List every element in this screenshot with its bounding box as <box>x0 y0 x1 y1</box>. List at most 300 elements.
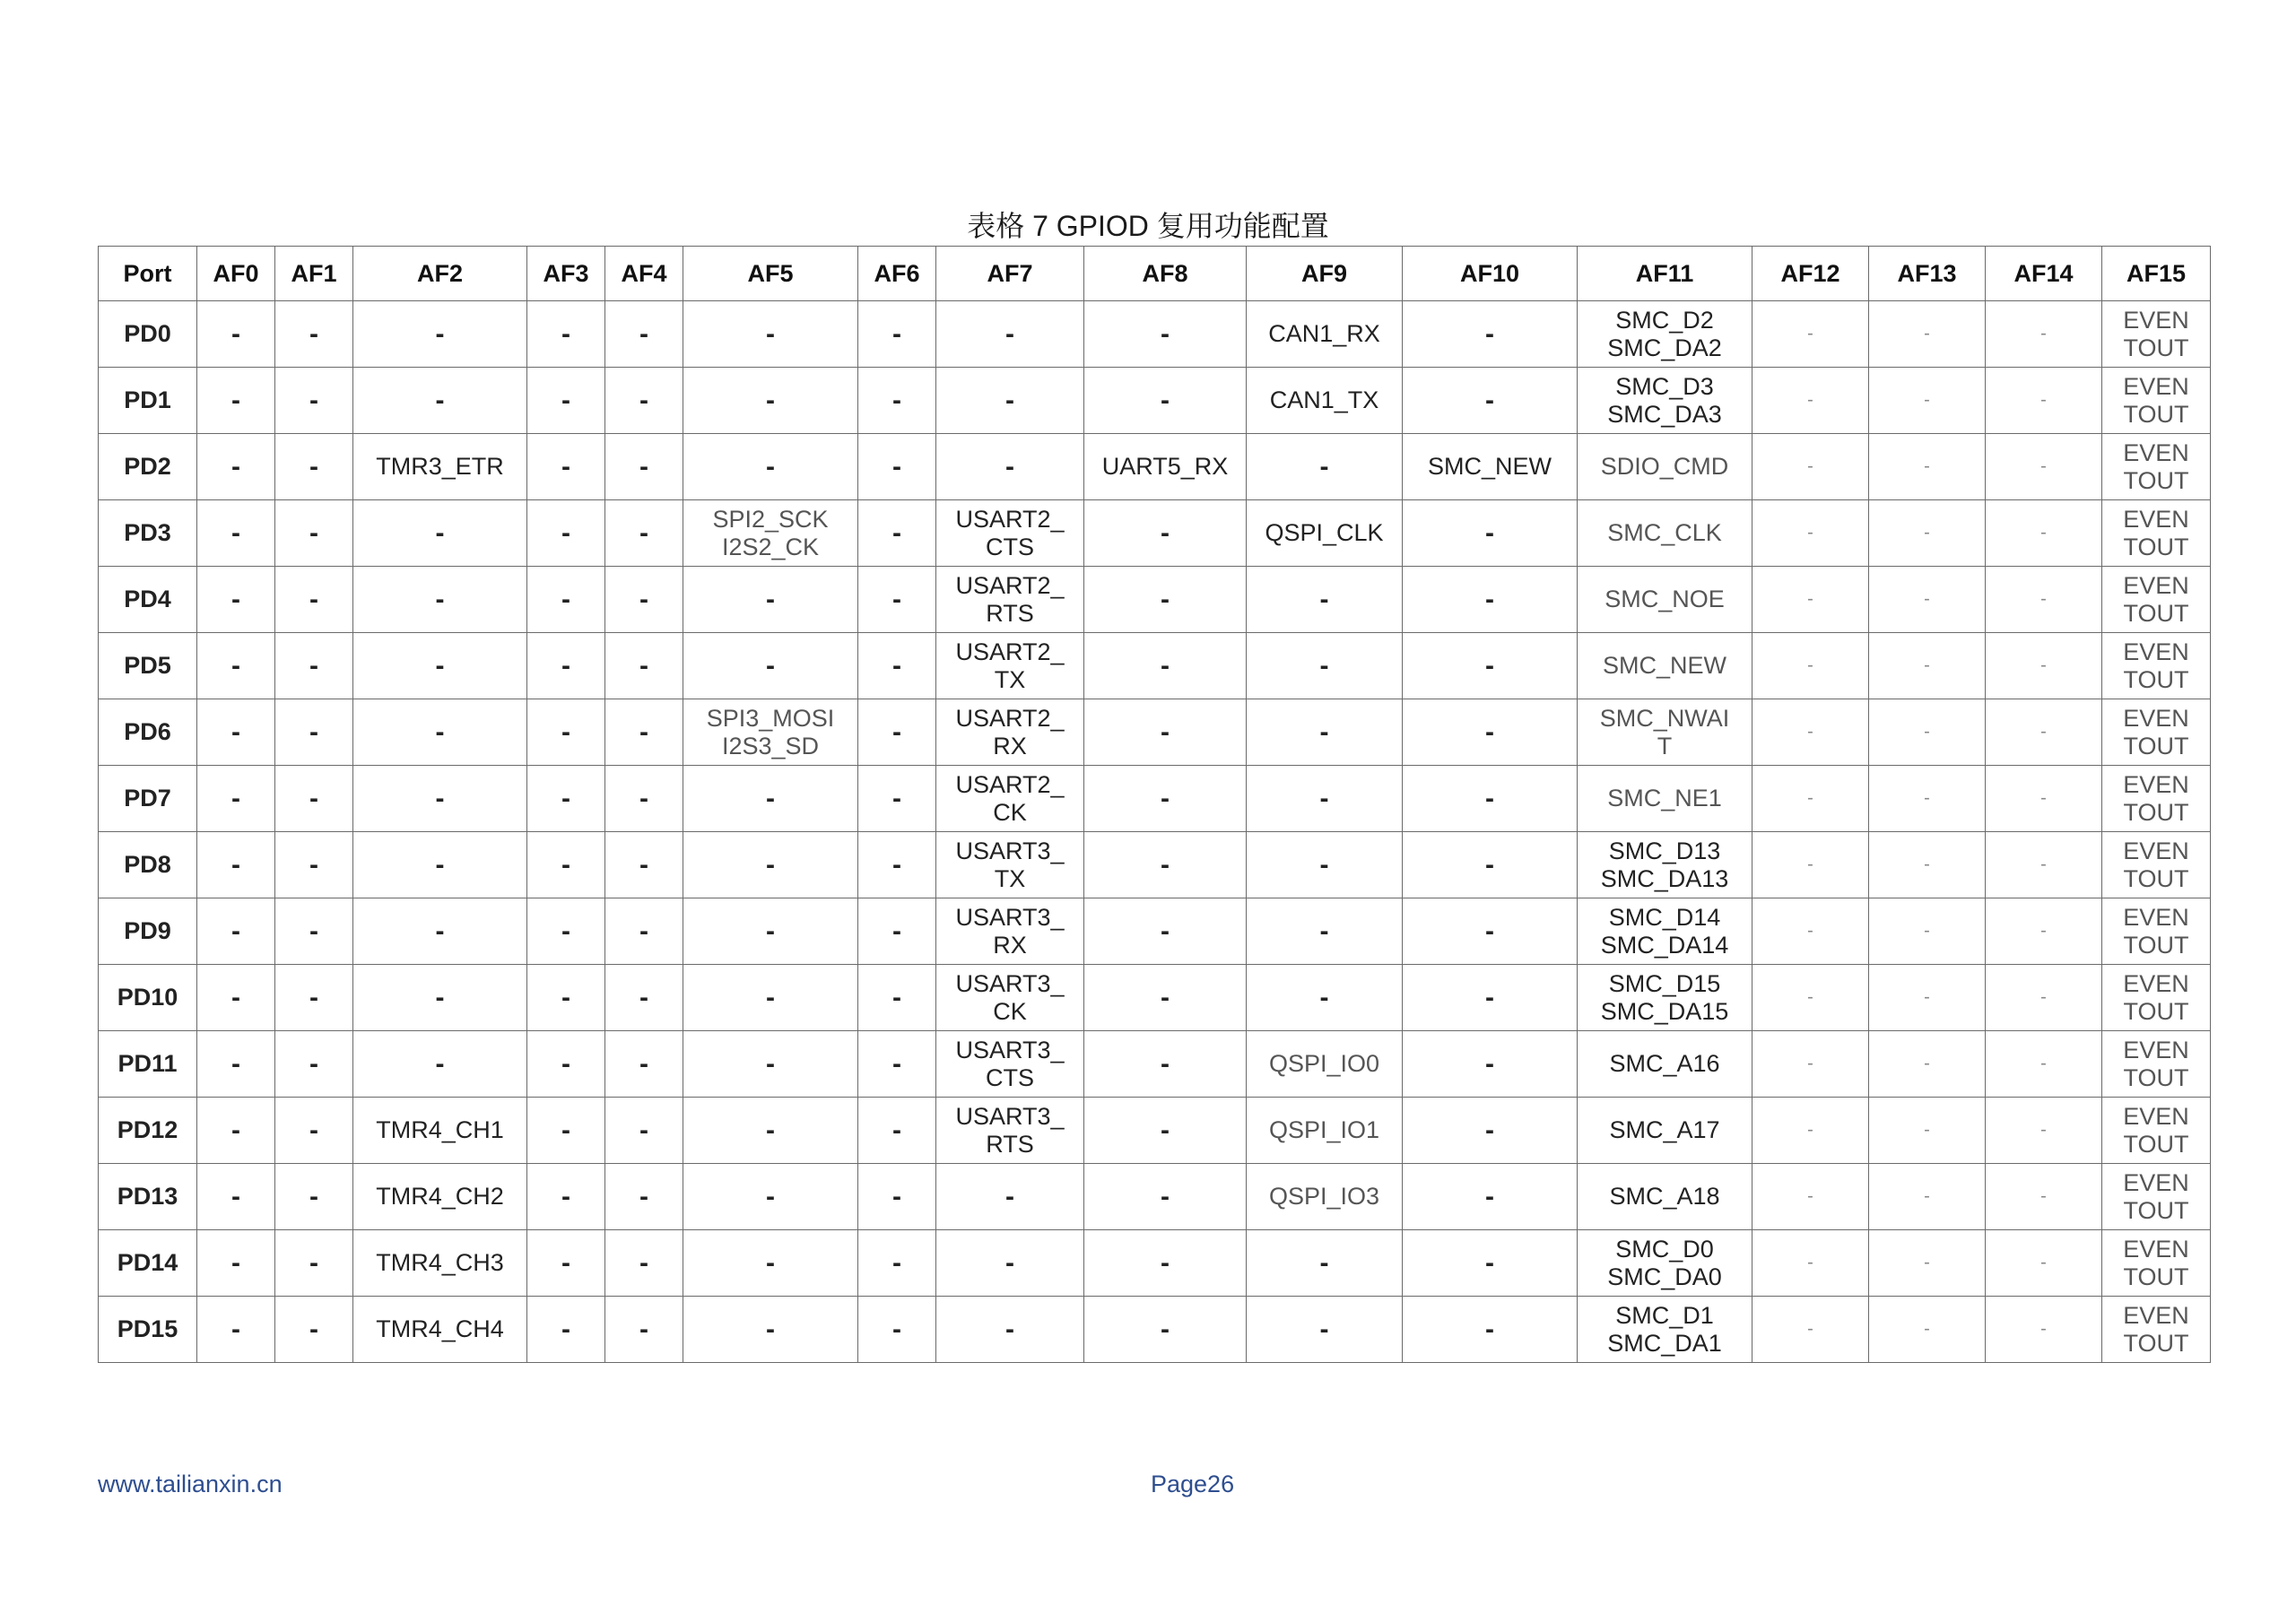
af-cell: - <box>683 633 858 699</box>
af-cell: SDIO_CMD <box>1578 434 1752 500</box>
af-cell: - <box>1869 699 1986 766</box>
af-cell: EVEN TOUT <box>2102 898 2211 965</box>
port-cell: PD3 <box>99 500 197 567</box>
af-cell: - <box>1403 500 1578 567</box>
af-cell: CAN1_TX <box>1247 368 1403 434</box>
af-cell: - <box>1403 1297 1578 1363</box>
af-cell: - <box>1084 500 1247 567</box>
af-cell: USART3_ TX <box>936 832 1084 898</box>
column-header-af10: AF10 <box>1403 247 1578 301</box>
af-cell: - <box>683 766 858 832</box>
af-cell: - <box>353 633 527 699</box>
af-cell: - <box>275 1031 353 1098</box>
af-cell: - <box>1986 1164 2102 1230</box>
af-cell: - <box>527 1297 605 1363</box>
af-cell: - <box>1752 301 1869 368</box>
af-cell: EVEN TOUT <box>2102 434 2211 500</box>
af-cell: - <box>1752 1164 1869 1230</box>
af-cell: - <box>1403 898 1578 965</box>
af-cell: - <box>858 1098 936 1164</box>
af-cell: - <box>197 368 275 434</box>
table-caption: 表格 7 GPIOD 复用功能配置 <box>967 210 1329 242</box>
af-cell: - <box>1869 368 1986 434</box>
footer-page-number: Page26 <box>1151 1471 1235 1497</box>
af-cell: - <box>1752 633 1869 699</box>
af-cell: - <box>605 699 683 766</box>
af-cell: - <box>1986 301 2102 368</box>
af-cell: - <box>1869 1230 1986 1297</box>
af-cell: - <box>858 301 936 368</box>
af-cell: - <box>1084 567 1247 633</box>
af-cell: - <box>197 766 275 832</box>
af-cell: - <box>197 1031 275 1098</box>
af-cell: - <box>858 832 936 898</box>
af-cell: - <box>683 301 858 368</box>
af-cell: - <box>197 1230 275 1297</box>
af-cell: - <box>1247 832 1403 898</box>
af-cell: - <box>275 766 353 832</box>
af-cell: - <box>527 1164 605 1230</box>
af-cell: - <box>1403 368 1578 434</box>
af-cell: - <box>1247 699 1403 766</box>
af-cell: UART5_RX <box>1084 434 1247 500</box>
port-cell: PD14 <box>99 1230 197 1297</box>
af-cell: - <box>1084 633 1247 699</box>
af-cell: - <box>1084 699 1247 766</box>
af-cell: - <box>1869 766 1986 832</box>
af-cell: - <box>197 301 275 368</box>
af-cell: - <box>605 434 683 500</box>
table-row <box>99 368 2211 434</box>
port-cell: PD10 <box>99 965 197 1031</box>
af-cell: - <box>197 1098 275 1164</box>
af-cell: - <box>858 898 936 965</box>
af-cell: - <box>605 633 683 699</box>
af-cell: - <box>1403 965 1578 1031</box>
af-cell: - <box>1752 567 1869 633</box>
port-cell: PD12 <box>99 1098 197 1164</box>
table-row <box>99 1164 2211 1230</box>
port-cell: PD11 <box>99 1031 197 1098</box>
af-cell: - <box>1986 633 2102 699</box>
af-cell: SMC_D0 SMC_DA0 <box>1578 1230 1752 1297</box>
af-cell: - <box>1986 965 2102 1031</box>
port-cell: PD6 <box>99 699 197 766</box>
af-cell: - <box>605 1164 683 1230</box>
af-cell: SMC_NEW <box>1403 434 1578 500</box>
table-row <box>99 832 2211 898</box>
af-cell: - <box>1403 1031 1578 1098</box>
table-row <box>99 1098 2211 1164</box>
table-row <box>99 965 2211 1031</box>
af-cell: - <box>858 633 936 699</box>
port-cell: PD5 <box>99 633 197 699</box>
column-header-af7: AF7 <box>936 247 1084 301</box>
footer-website: www.tailianxin.cn <box>98 1471 283 1497</box>
af-cell: TMR4_CH2 <box>353 1164 527 1230</box>
af-cell: - <box>858 368 936 434</box>
af-cell: EVEN TOUT <box>2102 301 2211 368</box>
af-cell: - <box>605 965 683 1031</box>
af-cell: - <box>527 301 605 368</box>
table-row <box>99 301 2211 368</box>
af-cell: - <box>1869 500 1986 567</box>
af-cell: - <box>275 1098 353 1164</box>
af-cell: SMC_D2 SMC_DA2 <box>1578 301 1752 368</box>
af-cell: USART2_ TX <box>936 633 1084 699</box>
af-cell: - <box>605 898 683 965</box>
af-cell: - <box>1869 1164 1986 1230</box>
af-cell: - <box>1752 1230 1869 1297</box>
af-cell: - <box>197 500 275 567</box>
af-cell: - <box>1752 699 1869 766</box>
af-cell: - <box>275 301 353 368</box>
af-cell: USART2_ CK <box>936 766 1084 832</box>
af-cell: - <box>1986 368 2102 434</box>
af-cell: - <box>683 1297 858 1363</box>
af-cell: - <box>527 1230 605 1297</box>
af-cell: - <box>1986 1098 2102 1164</box>
af-cell: - <box>275 898 353 965</box>
af-cell: - <box>1752 1031 1869 1098</box>
af-cell: - <box>683 1098 858 1164</box>
af-cell: - <box>527 500 605 567</box>
af-cell: - <box>1986 766 2102 832</box>
af-cell: - <box>527 368 605 434</box>
af-cell: - <box>275 1230 353 1297</box>
af-cell: EVEN TOUT <box>2102 766 2211 832</box>
port-cell: PD8 <box>99 832 197 898</box>
af-cell: - <box>353 500 527 567</box>
af-cell: - <box>275 1297 353 1363</box>
af-cell: SMC_D3 SMC_DA3 <box>1578 368 1752 434</box>
af-cell: - <box>1247 965 1403 1031</box>
af-cell: EVEN TOUT <box>2102 1098 2211 1164</box>
af-cell: TMR4_CH1 <box>353 1098 527 1164</box>
af-cell: - <box>1869 898 1986 965</box>
af-cell: - <box>197 1164 275 1230</box>
af-cell: - <box>353 699 527 766</box>
af-cell: SMC_D1 SMC_DA1 <box>1578 1297 1752 1363</box>
af-cell: EVEN TOUT <box>2102 832 2211 898</box>
af-cell: - <box>858 1230 936 1297</box>
af-cell: - <box>353 368 527 434</box>
af-cell: - <box>1084 301 1247 368</box>
af-cell: SMC_NWAI T <box>1578 699 1752 766</box>
af-cell: - <box>1869 567 1986 633</box>
af-cell: - <box>936 301 1084 368</box>
af-cell: - <box>353 965 527 1031</box>
af-cell: - <box>1869 434 1986 500</box>
table-row <box>99 1031 2211 1098</box>
af-cell: - <box>936 1230 1084 1297</box>
af-cell: - <box>605 1098 683 1164</box>
af-cell: SPI2_SCK I2S2_CK <box>683 500 858 567</box>
af-cell: - <box>605 368 683 434</box>
af-cell: TMR3_ETR <box>353 434 527 500</box>
af-cell: - <box>605 1297 683 1363</box>
af-cell: SMC_NOE <box>1578 567 1752 633</box>
af-cell: - <box>1869 1031 1986 1098</box>
table-row <box>99 766 2211 832</box>
af-cell: - <box>1752 368 1869 434</box>
af-cell: - <box>1403 301 1578 368</box>
af-cell: - <box>197 965 275 1031</box>
af-cell: EVEN TOUT <box>2102 965 2211 1031</box>
af-cell: EVEN TOUT <box>2102 567 2211 633</box>
af-cell: SMC_D13 SMC_DA13 <box>1578 832 1752 898</box>
af-cell: - <box>1752 766 1869 832</box>
table-row <box>99 500 2211 567</box>
af-cell: - <box>683 832 858 898</box>
af-cell: - <box>858 1031 936 1098</box>
af-cell: - <box>1869 1098 1986 1164</box>
table-row <box>99 434 2211 500</box>
af-cell: SMC_D14 SMC_DA14 <box>1578 898 1752 965</box>
af-cell: - <box>275 699 353 766</box>
af-cell: USART2_ RX <box>936 699 1084 766</box>
af-cell: QSPI_IO0 <box>1247 1031 1403 1098</box>
column-header-af0: AF0 <box>197 247 275 301</box>
af-cell: - <box>936 368 1084 434</box>
af-cell: - <box>683 1031 858 1098</box>
af-cell: - <box>1084 965 1247 1031</box>
af-cell: - <box>683 1164 858 1230</box>
column-header-af13: AF13 <box>1869 247 1986 301</box>
af-cell: QSPI_IO1 <box>1247 1098 1403 1164</box>
af-cell: SMC_CLK <box>1578 500 1752 567</box>
af-cell: - <box>527 567 605 633</box>
port-cell: PD9 <box>99 898 197 965</box>
column-header-af8: AF8 <box>1084 247 1247 301</box>
af-cell: - <box>1247 898 1403 965</box>
af-cell: EVEN TOUT <box>2102 1230 2211 1297</box>
af-cell: - <box>1084 1164 1247 1230</box>
column-header-af4: AF4 <box>605 247 683 301</box>
af-cell: - <box>1084 898 1247 965</box>
af-cell: - <box>527 434 605 500</box>
af-cell: - <box>527 1098 605 1164</box>
af-cell: - <box>936 1164 1084 1230</box>
af-cell: - <box>1403 567 1578 633</box>
af-cell: - <box>527 832 605 898</box>
af-cell: - <box>1403 766 1578 832</box>
af-cell: USART3_ CTS <box>936 1031 1084 1098</box>
af-cell: - <box>275 832 353 898</box>
port-cell: PD2 <box>99 434 197 500</box>
af-cell: - <box>1869 1297 1986 1363</box>
af-cell: - <box>1986 434 2102 500</box>
af-cell: - <box>1986 699 2102 766</box>
af-cell: - <box>1869 832 1986 898</box>
af-cell: - <box>1403 1230 1578 1297</box>
af-cell: - <box>527 898 605 965</box>
af-cell: - <box>1869 633 1986 699</box>
af-cell: - <box>1986 567 2102 633</box>
column-header-af9: AF9 <box>1247 247 1403 301</box>
af-cell: - <box>1986 898 2102 965</box>
af-cell: QSPI_IO3 <box>1247 1164 1403 1230</box>
table-row <box>99 1297 2211 1363</box>
af-cell: USART3_ CK <box>936 965 1084 1031</box>
af-cell: CAN1_RX <box>1247 301 1403 368</box>
af-cell: USART2_ RTS <box>936 567 1084 633</box>
af-cell: - <box>683 1230 858 1297</box>
table-row <box>99 633 2211 699</box>
af-cell: - <box>683 567 858 633</box>
af-cell: - <box>1986 1031 2102 1098</box>
af-cell: - <box>197 567 275 633</box>
af-cell: - <box>936 1297 1084 1363</box>
af-cell: QSPI_CLK <box>1247 500 1403 567</box>
af-cell: - <box>197 699 275 766</box>
column-header-af12: AF12 <box>1752 247 1869 301</box>
af-cell: - <box>605 500 683 567</box>
af-cell: - <box>1247 434 1403 500</box>
af-cell: - <box>1752 500 1869 567</box>
af-cell: - <box>353 832 527 898</box>
af-cell: - <box>683 898 858 965</box>
af-cell: SMC_A17 <box>1578 1098 1752 1164</box>
af-cell: EVEN TOUT <box>2102 500 2211 567</box>
af-cell: - <box>1986 832 2102 898</box>
af-cell: USART2_ CTS <box>936 500 1084 567</box>
af-cell: EVEN TOUT <box>2102 1031 2211 1098</box>
af-cell: - <box>858 567 936 633</box>
af-cell: - <box>353 567 527 633</box>
table-row <box>99 898 2211 965</box>
column-header-port: Port <box>99 247 197 301</box>
af-cell: - <box>275 965 353 1031</box>
af-cell: SPI3_MOSI I2S3_SD <box>683 699 858 766</box>
af-cell: - <box>1084 832 1247 898</box>
af-cell: SMC_NEW <box>1578 633 1752 699</box>
column-header-af6: AF6 <box>858 247 936 301</box>
port-cell: PD4 <box>99 567 197 633</box>
gpio-af-table <box>98 246 2211 1363</box>
af-cell: - <box>605 567 683 633</box>
af-cell: USART3_ RX <box>936 898 1084 965</box>
af-cell: - <box>1752 898 1869 965</box>
af-cell: - <box>275 633 353 699</box>
af-cell: - <box>1247 1297 1403 1363</box>
af-cell: - <box>1752 832 1869 898</box>
af-cell: - <box>275 434 353 500</box>
af-cell: EVEN TOUT <box>2102 633 2211 699</box>
af-cell: SMC_D15 SMC_DA15 <box>1578 965 1752 1031</box>
af-cell: - <box>1247 633 1403 699</box>
table-row <box>99 1230 2211 1297</box>
column-header-af1: AF1 <box>275 247 353 301</box>
af-cell: - <box>353 301 527 368</box>
af-cell: EVEN TOUT <box>2102 368 2211 434</box>
af-cell: - <box>197 434 275 500</box>
af-cell: - <box>858 1297 936 1363</box>
af-cell: - <box>197 832 275 898</box>
af-cell: - <box>1752 1098 1869 1164</box>
port-cell: PD15 <box>99 1297 197 1363</box>
af-cell: - <box>1403 1098 1578 1164</box>
af-cell: EVEN TOUT <box>2102 1297 2211 1363</box>
af-cell: - <box>275 368 353 434</box>
af-cell: - <box>605 301 683 368</box>
port-cell: PD7 <box>99 766 197 832</box>
af-cell: - <box>1986 500 2102 567</box>
af-cell: - <box>1403 699 1578 766</box>
af-cell: - <box>605 1230 683 1297</box>
af-cell: - <box>858 699 936 766</box>
column-header-af2: AF2 <box>353 247 527 301</box>
af-cell: - <box>197 633 275 699</box>
af-cell: - <box>1403 832 1578 898</box>
af-cell: - <box>275 500 353 567</box>
column-header-af3: AF3 <box>527 247 605 301</box>
af-cell: - <box>858 500 936 567</box>
af-cell: - <box>1084 1098 1247 1164</box>
af-cell: - <box>1752 1297 1869 1363</box>
af-cell: - <box>527 965 605 1031</box>
af-cell: - <box>1403 1164 1578 1230</box>
af-cell: - <box>1986 1297 2102 1363</box>
af-cell: - <box>936 434 1084 500</box>
port-cell: PD13 <box>99 1164 197 1230</box>
af-cell: - <box>1986 1230 2102 1297</box>
table-row <box>99 699 2211 766</box>
af-cell: - <box>605 832 683 898</box>
af-cell: SMC_NE1 <box>1578 766 1752 832</box>
af-cell: - <box>527 699 605 766</box>
af-cell: - <box>1084 1297 1247 1363</box>
column-header-af14: AF14 <box>1986 247 2102 301</box>
af-cell: - <box>1869 965 1986 1031</box>
af-cell: - <box>1084 766 1247 832</box>
af-cell: - <box>858 1164 936 1230</box>
port-cell: PD0 <box>99 301 197 368</box>
af-cell: - <box>683 434 858 500</box>
column-header-af11: AF11 <box>1578 247 1752 301</box>
af-cell: EVEN TOUT <box>2102 1164 2211 1230</box>
af-cell: EVEN TOUT <box>2102 699 2211 766</box>
af-cell: TMR4_CH3 <box>353 1230 527 1297</box>
af-cell: - <box>683 965 858 1031</box>
af-cell: - <box>527 633 605 699</box>
af-cell: - <box>605 766 683 832</box>
af-cell: SMC_A18 <box>1578 1164 1752 1230</box>
column-header-af15: AF15 <box>2102 247 2211 301</box>
port-cell: PD1 <box>99 368 197 434</box>
af-cell: SMC_A16 <box>1578 1031 1752 1098</box>
af-cell: - <box>858 766 936 832</box>
af-cell: - <box>858 434 936 500</box>
af-cell: - <box>1247 766 1403 832</box>
af-cell: - <box>527 766 605 832</box>
af-cell: - <box>1403 633 1578 699</box>
af-cell: - <box>683 368 858 434</box>
af-cell: - <box>1247 567 1403 633</box>
af-cell: - <box>1869 301 1986 368</box>
af-cell: - <box>1084 1031 1247 1098</box>
af-cell: - <box>275 567 353 633</box>
af-cell: USART3_ RTS <box>936 1098 1084 1164</box>
af-cell: - <box>197 1297 275 1363</box>
af-cell: - <box>353 1031 527 1098</box>
af-cell: - <box>1752 434 1869 500</box>
af-cell: - <box>1084 1230 1247 1297</box>
af-cell: - <box>1752 965 1869 1031</box>
af-cell: - <box>353 898 527 965</box>
af-cell: - <box>1084 368 1247 434</box>
af-cell: - <box>1247 1230 1403 1297</box>
